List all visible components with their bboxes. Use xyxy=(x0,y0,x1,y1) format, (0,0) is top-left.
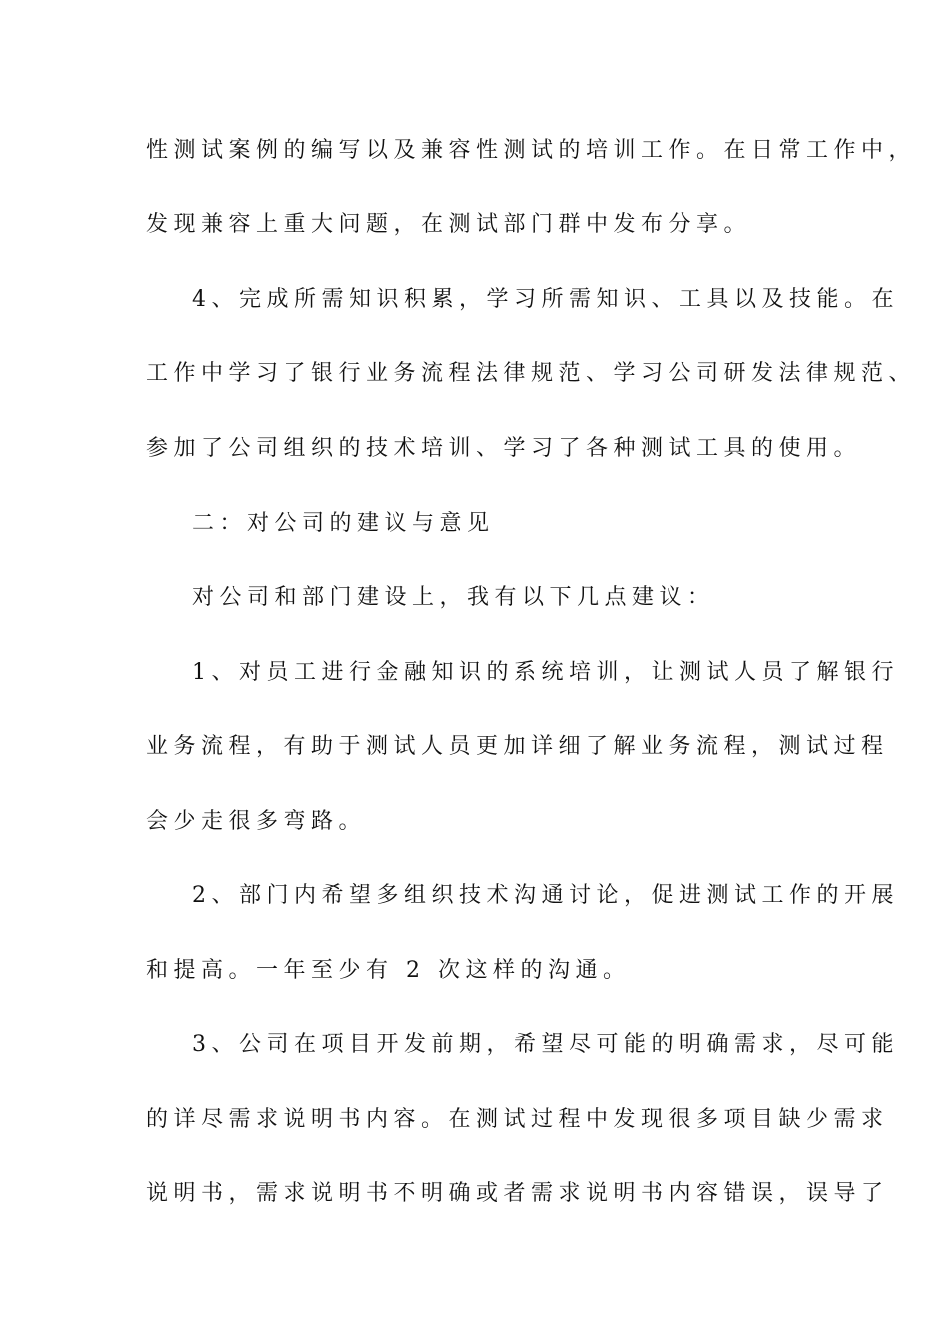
section-heading: 二：对公司的建议与意见 xyxy=(192,511,495,536)
text-line: 发现兼容上重大问题，在测试部门群中发布分享。 xyxy=(146,212,752,237)
text-line: 和提高。一年至少有 2 次这样的沟通。 xyxy=(146,958,631,983)
text-line: 会少走很多弯路。 xyxy=(146,809,367,834)
text-line: 3、公司在项目开发前期，希望尽可能的明确需求，尽可能 xyxy=(192,1032,899,1057)
text-line: 2、部门内希望多组织技术沟通讨论，促进测试工作的开展 xyxy=(192,883,899,908)
text-line: 说明书，需求说明书不明确或者需求说明书内容错误，误导了 xyxy=(146,1181,889,1206)
text-line: 性测试案例的编写以及兼容性测试的培训工作。在日常工作中， xyxy=(146,138,917,163)
text-line: 参加了公司组织的技术培训、学习了各种测试工具的使用。 xyxy=(146,436,862,461)
text-line: 1、对员工进行金融知识的系统培训，让测试人员了解银行 xyxy=(192,660,899,685)
text-line: 工作中学习了银行业务流程法律规范、学习公司研发法律规范、 xyxy=(146,361,917,386)
text-line: 4、完成所需知识积累，学习所需知识、工具以及技能。在 xyxy=(192,287,899,312)
text-line: 的详尽需求说明书内容。在测试过程中发现很多项目缺少需求 xyxy=(146,1107,889,1132)
text-line: 业务流程，有助于测试人员更加详细了解业务流程，测试过程 xyxy=(146,734,889,759)
text-line: 对公司和部门建设上，我有以下几点建议： xyxy=(192,585,715,610)
